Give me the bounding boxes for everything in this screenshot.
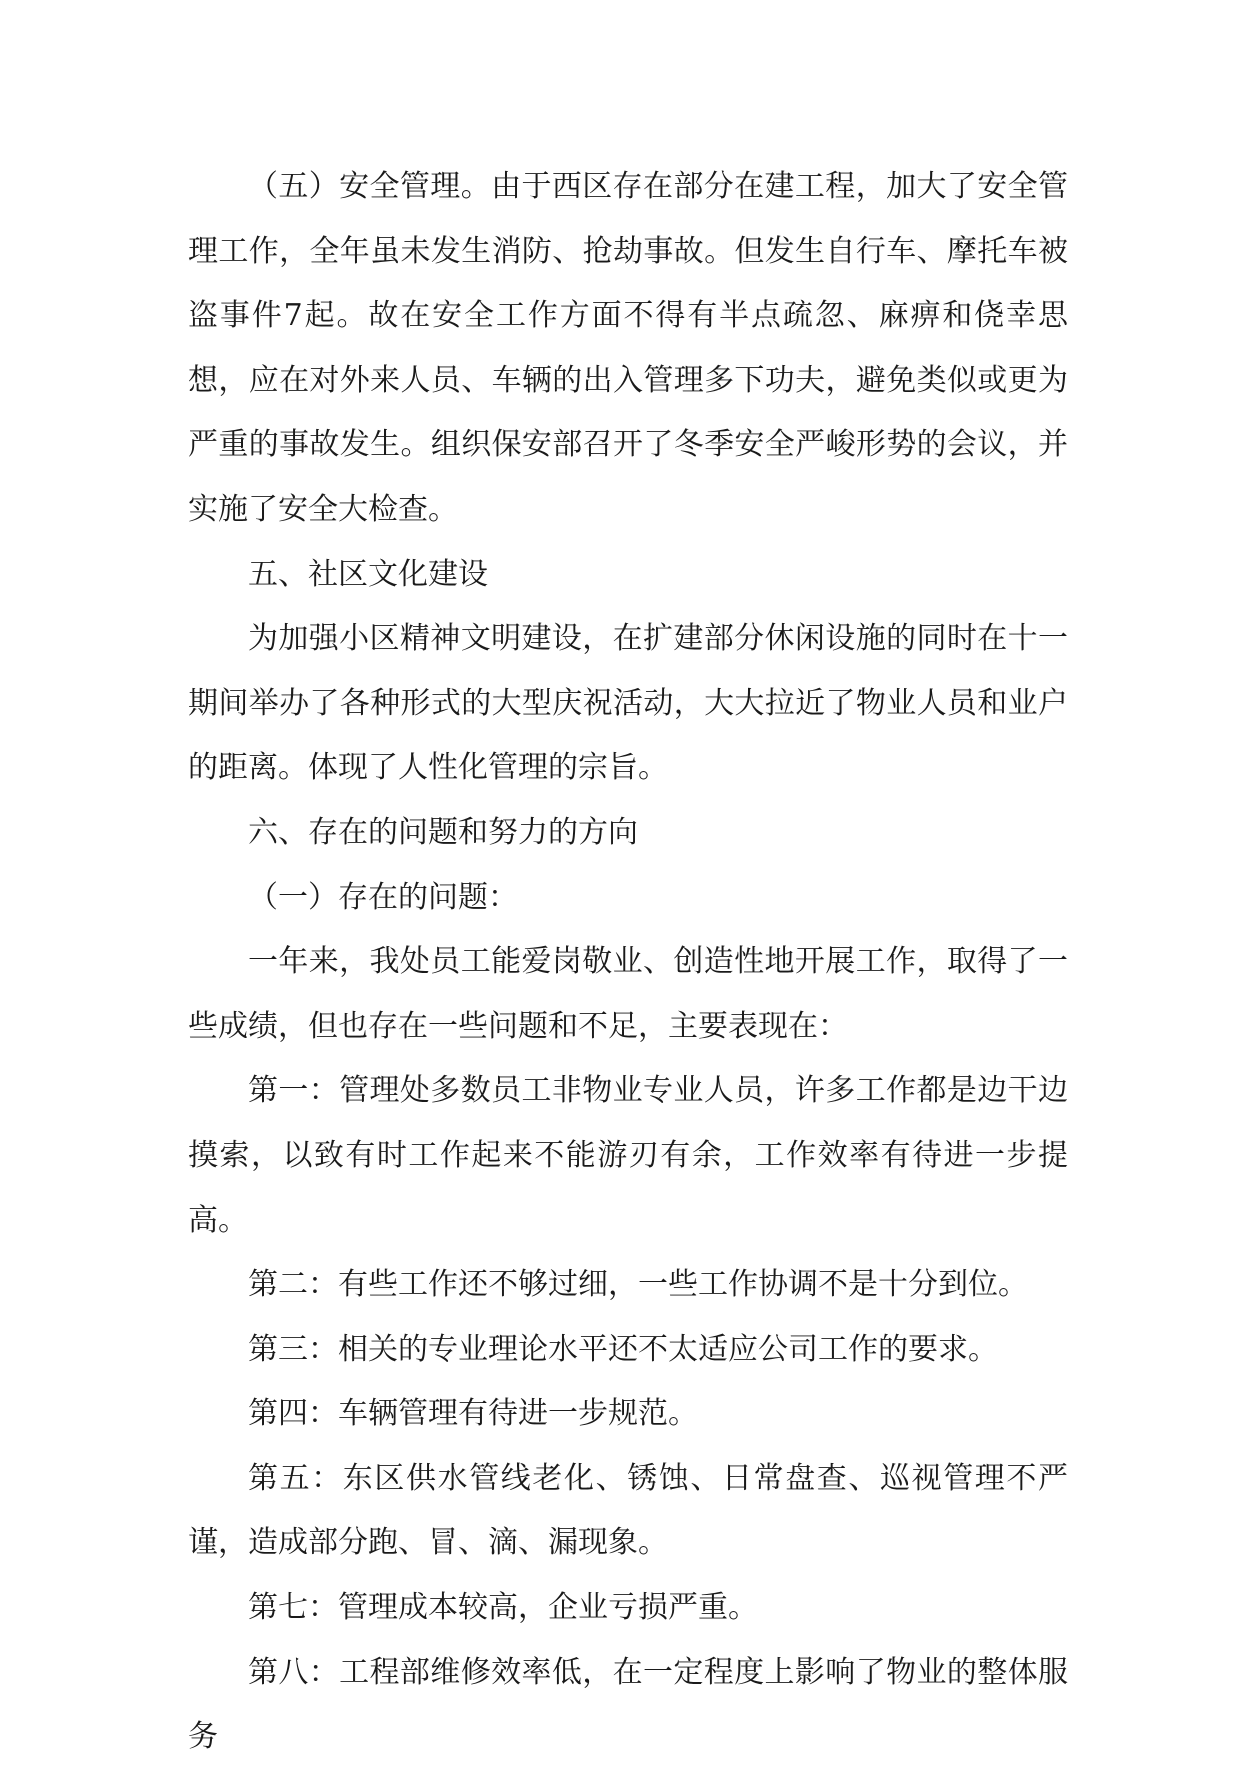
list-item-fourth: 第四：车辆管理有待进一步规范。 [248,1396,698,1432]
heading-problems-and-direction: 六、存在的问题和努力的方向 [248,814,638,850]
paragraph-problems-intro: 一年来，我处员工能爱岗敬业、创造性地开展工作，取得了一些成绩，但也存在一些问题和不足，主要表现在： [188,944,1068,1044]
list-item-third: 第三：相关的专业理论水平还不太适应公司工作的要求。 [248,1331,998,1367]
list-item-second: 第二：有些工作还不够过细，一些工作协调不是十分到位。 [248,1267,1028,1303]
list-item-first: 第一：管理处多数员工非物业专业人员，许多工作都是边干边摸索，以致有时工作起来不能游刃有余，工作效率有待进一步提高。 [188,1073,1068,1238]
list-item-eighth: 第八：工程部维修效率低，在一定程度上影响了物业的整体服务 [188,1654,1068,1755]
heading-community-culture: 五、社区文化建设 [248,556,488,592]
subheading-existing-problems: （一）存在的问题： [248,879,518,915]
list-item-fifth: 第五：东区供水管线老化、锈蚀、日常盘查、巡视管理不严谨，造成部分跑、冒、滴、漏现象。 [188,1460,1068,1561]
paragraph-community-culture: 为加强小区精神文明建设，在扩建部分休闲设施的同时在十一期间举办了各种形式的大型庆祝活动，大大拉近了物业人员和业户的距离。体现了人性化管理的宗旨。 [188,621,1068,786]
document-body [188,155,1068,1770]
list-item-seventh: 第七：管理成本较高，企业亏损严重。 [248,1590,758,1626]
paragraph-safety-management: （五）安全管理。由于西区存在部分在建工程，加大了安全管理工作，全年虽未发生消防、抢劫事故。但发生自行车、摩托车被盗事件7起。故在安全工作方面不得有半点疏忽、麻痹和侥幸思想，应在对外来人员、车辆的出入管理多下功夫，避免类似或更为严重的事故发生。组织保安部召开了冬季安全严峻形势的会议，并实施了安全大检查。 [188,169,1068,527]
